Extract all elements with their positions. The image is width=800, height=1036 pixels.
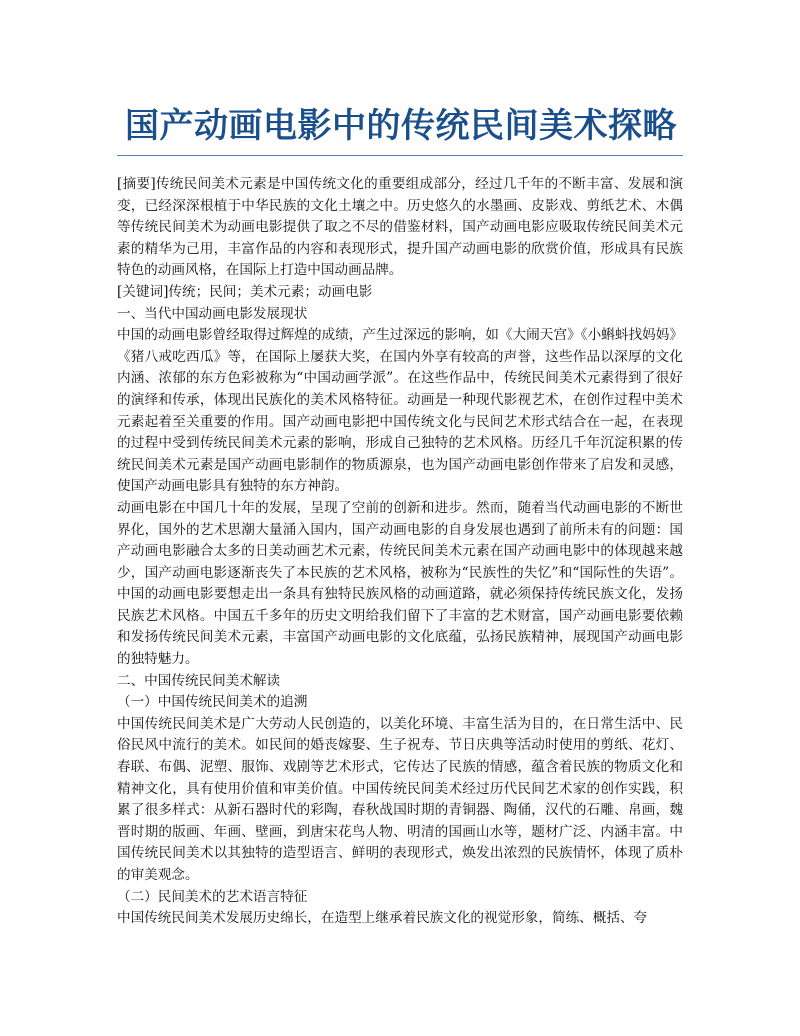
title-divider bbox=[117, 155, 683, 156]
page-title: 国产动画电影中的传统民间美术探略 bbox=[125, 106, 677, 146]
body-paragraph: 中国的动画电影曾经取得过辉煌的成绩，产生过深远的影响，如《大闹天宫》《小蝌蚪找妈妈》《猪八戒吃西瓜》等，在国际上屡获大奖，在国内外享有较高的声誉，这些作品以深厚的文化内涵、浓郁的东方色彩被称为“中国动画学派”。在这些作品中，传统民间美术元素得到了很好的演绎和传承，体现出民族化的美术风格特征。动画是一种现代影视艺术，在创作过程中美术元素起着至关重要的作用。国产动画电影把中国传统文化与民间艺术形式结合在一起，在表现的过程中受到传统民间美术元素的影响，形成自己独特的艺术风格。历经几千年沉淀积累的传统民间美术元素是国产动画电影制作的物质源泉，也为国产动画电影创作带来了启发和灵感，使国产动画电影具有独特的东方神韵。 bbox=[117, 327, 683, 495]
body-paragraph: 中国传统民间美术发展历史绵长，在造型上继承着民族文化的视觉形象，简练、概括、夸 bbox=[117, 910, 648, 927]
keywords-line: [关键词]传统；民间；美术元素；动画电影 bbox=[117, 283, 373, 300]
body-paragraph: 中国传统民间美术是广大劳动人民创造的，以美化环境、丰富生活为目的，在日常生活中、民俗民风中流行的美术。如民间的婚丧嫁娶、生子祝寿、节日庆典等活动时使用的剪纸、花灯、春联、布偶、泥塑、服饰、戏剧等艺术形式，它传达了民族的情感，蕴含着民族的物质文化和精神文化，具有使用价值和审美价值。中国传统民间美术经过历代民间艺术家的创作实践，积累了很多样式：从新石器时代的彩陶，春秋战国时期的青铜器、陶俑，汉代的石雕、帛画，魏晋时期的版画、年画、壁画，到唐宋花鸟人物、明清的国画山水等，题材广泛、内涵丰富。中国传统民间美术以其独特的造型语言、鲜明的表现形式，焕发出浓烈的民族情怀，体现了质朴的审美观念。 bbox=[117, 715, 683, 883]
section-heading: 二、中国传统民间美术解读 bbox=[117, 672, 281, 689]
section-heading: 一、当代中国动画电影发展现状 bbox=[117, 305, 308, 322]
abstract-paragraph: [摘要]传统民间美术元素是中国传统文化的重要组成部分，经过几千年的不断丰富、发展和演变，已经深深根植于中华民族的文化土壤之中。历史悠久的水墨画、皮影戏、剪纸艺术、木偶等传统民间美术为动画电影提供了取之不尽的借鉴材料，国产动画电影应吸取传统民间美术元素的精华为己用，丰富作品的内容和表现形式，提升国产动画电影的欣赏价值，形成具有民族特色的动画风格，在国际上打造中国动画品牌。 bbox=[117, 176, 683, 279]
body-paragraph: 动画电影在中国几十年的发展，呈现了空前的创新和进步。然而，随着当代动画电影的不断世界化，国外的艺术思潮大量涌入国内，国产动画电影的自身发展也遇到了前所未有的问题：国产动画电影融合太多的日美动画艺术元素，传统民间美术元素在国产动画电影中的体现越来越少，国产动画电影逐渐丧失了本民族的艺术风格，被称为“民族性的失忆”和“国际性的失语”。中国的动画电影要想走出一条具有独特民族风格的动画道路，就必须保持传统民族文化，发扬民族艺术风格。中国五千多年的历史文明给我们留下了丰富的艺术财富，国产动画电影要依赖和发扬传统民间美术元素，丰富国产动画电影的文化底蕴，弘扬民族精神，展现国产动画电影的独特魅力。 bbox=[117, 499, 683, 668]
subsection-heading: （二）民间美术的艺术语言特征 bbox=[117, 888, 308, 905]
article-body bbox=[117, 174, 683, 930]
subsection-heading: （一）中国传统民间美术的追溯 bbox=[117, 694, 308, 711]
